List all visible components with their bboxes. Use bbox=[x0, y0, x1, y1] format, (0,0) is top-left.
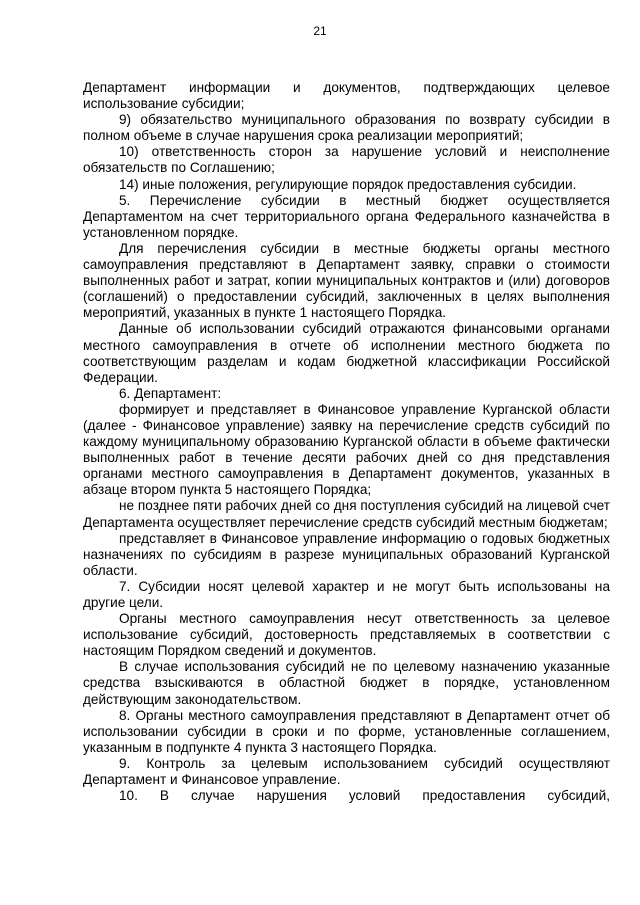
paragraph: 10) ответственность сторон за нарушение условий и неисполнение обязательств по Соглашению; bbox=[83, 144, 610, 176]
paragraph: Данные об использовании субсидий отражаются финансовыми органами местного самоуправления в отчете об исполнении местного бюджета по соответствующим разделам и кодам бюджетной классификации Российской Федерации. bbox=[83, 321, 610, 385]
paragraph: 5. Перечисление субсидии в местный бюджет осуществляется Департаментом на счет территориального органа Федерального казначейства в установленном порядке. bbox=[83, 192, 610, 240]
paragraph: 8. Органы местного самоуправления представляют в Департамент отчет об использовании субсидии в сроки и по форме, установленные соглашением, указанным в подпункте 4 пункта 3 настоящего Порядка. bbox=[83, 707, 610, 755]
paragraph: не позднее пяти рабочих дней со дня поступления субсидий на лицевой счет Департамента осуществляет перечисление средств субсидий местным бюджетам; bbox=[83, 498, 610, 530]
paragraph: Для перечисления субсидии в местные бюджеты органы местного самоуправления представляют в Департамент заявку, справки о стоимости выполненных работ и затрат, копии муниципальных контрактов и (или) договоров (соглашений) о предоставлении субсидий, заключенных в целях выполнения мероприятий, указанных в пункте 1 настоящего Порядка. bbox=[83, 240, 610, 321]
paragraph: Органы местного самоуправления несут ответственность за целевое использование субсидий, достоверность представляемых в соответствии с настоящим Порядком сведений и документов. bbox=[83, 611, 610, 659]
paragraph: 9) обязательство муниципального образования по возврату субсидии в полном объеме в случае нарушения срока реализации мероприятий; bbox=[83, 112, 610, 144]
paragraph: 6. Департамент: bbox=[119, 385, 222, 401]
paragraph: 10. В случае нарушения условий предоставления субсидий, bbox=[119, 788, 610, 804]
page-number: 21 bbox=[313, 24, 327, 38]
paragraph: формирует и представляет в Финансовое управление Курганской области (далее - Финансовое управление) заявку на перечисление средств субсидий по каждому муниципальному образованию Курганской области в объеме фактически выполненных работ в течение десяти рабочих дней со дня представления органами местного самоуправления в Департамент документов, указанных в абзаце втором пункта 5 настоящего Порядка; bbox=[83, 401, 610, 498]
paragraph: В случае использования субсидий не по целевому назначению указанные средства взыскиваются в областной бюджет в порядке, установленном действующим законодательством. bbox=[83, 659, 610, 707]
paragraph: 7. Субсидии носят целевой характер и не могут быть использованы на другие цели. bbox=[83, 578, 610, 610]
paragraph: Департамент информации и документов, подтверждающих целевое использование субсидии; bbox=[83, 80, 610, 112]
paragraph: 14) иные положения, регулирующие порядок предоставления субсидии. bbox=[119, 176, 577, 192]
document-body bbox=[83, 80, 610, 804]
paragraph: представляет в Финансовое управление информацию о годовых бюджетных назначениях по субсидиям в разрезе муниципальных образований Курганской области. bbox=[83, 530, 610, 578]
paragraph: 9. Контроль за целевым использованием субсидий осуществляют Департамент и Финансовое управление. bbox=[83, 755, 610, 788]
